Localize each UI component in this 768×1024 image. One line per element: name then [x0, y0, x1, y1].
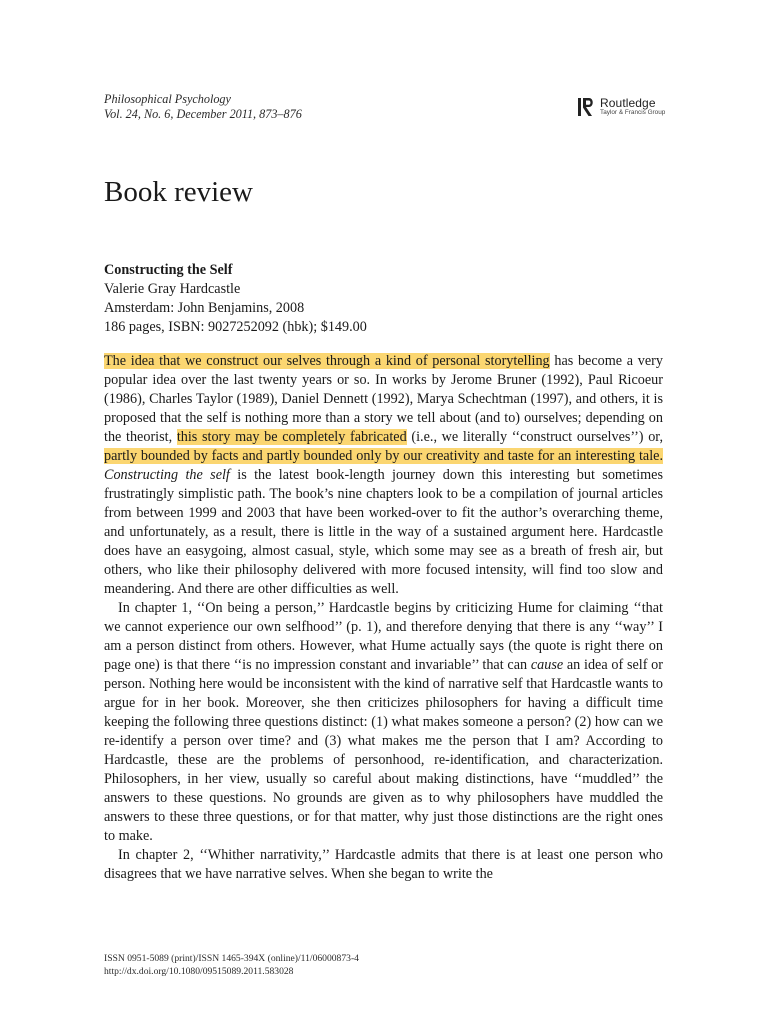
highlighted-text: partly bounded by facts and partly bounded only by our creativity and taste for an interesting tale.: [104, 448, 663, 464]
page-title: Book review: [104, 176, 253, 208]
review-body: [104, 352, 663, 884]
book-details: 186 pages, ISBN: 9027252092 (hbk); $149.00: [104, 319, 367, 335]
text-run: (i.e., we literally ‘‘construct ourselves’’) or,: [406, 429, 664, 445]
publisher-subtitle: Taylor & Francis Group: [600, 109, 666, 117]
journal-volume: Vol. 24, No. 6, December 2011, 873–876: [104, 107, 302, 121]
italic-text: cause: [530, 657, 564, 673]
routledge-r-icon: [578, 96, 596, 118]
italic-text: Constructing the self: [104, 467, 230, 483]
journal-name: Philosophical Psychology: [104, 92, 231, 106]
journal-citation: [104, 92, 302, 122]
body-paragraph: [104, 846, 663, 884]
publisher-logo: [578, 96, 665, 118]
highlighted-text: The idea that we construct our selves through a kind of personal storytelling: [104, 353, 550, 369]
book-info: [104, 261, 367, 337]
footer: [104, 953, 359, 978]
text-run: In chapter 2, ‘‘Whither narrativity,’’ Hardcastle admits that there is at least one person who disagrees that we have narrative selves. When she began to write the: [104, 847, 663, 882]
body-paragraph: [104, 352, 663, 599]
text-run: an idea of self or person. Nothing here would be inconsistent with the kind of narrative self that Hardcastle wants to argue for in her book. Moreover, she then criticizes philosophers for having a difficult time keeping the following three questions distinct: (1) what makes someone a person? (2) how can we re-identify a person over time? and (3) what makes me the person that I am? According to Hardcastle, these are the problems of personhood, re-identification, and characterization. Philosophers, in her view, usually so careful about making distinctions, have ‘‘muddled’’ the answers to these questions. No grounds are given as to why philosophers have muddled the answers to these three questions, or for that matter, why just those distinctions are the right ones to make.: [104, 657, 663, 844]
footer-doi: http://dx.doi.org/10.1080/09515089.2011.583028: [104, 965, 294, 977]
publisher-name: Routledge: [600, 96, 656, 111]
footer-issn: ISSN 0951-5089 (print)/ISSN 1465-394X (online)/11/06000873-4: [104, 953, 359, 964]
text-run: In chapter 1, ‘‘On being a person,’’ Hardcastle begins by criticizing Hume for claiming ‘‘that we cannot experience our own selfhood’’ (p. 1), and therefore denying that there is any ‘‘way’’ I am a person distinct from others. However, what Hume actually says (the quote is right there on page one) is that there ‘‘is no impression constant and invariable’’ that can: [104, 600, 663, 673]
book-title: Constructing the Self: [104, 262, 233, 278]
book-author: Valerie Gray Hardcastle: [104, 281, 241, 297]
book-publisher: Amsterdam: John Benjamins, 2008: [104, 300, 305, 316]
body-paragraph: [104, 599, 663, 846]
text-run: is the latest book-length journey down this interesting but sometimes frustratingly simplistic path. The book’s nine chapters look to be a compilation of journal articles from between 1999 and 2003 that have been worked-over to fit the author’s overarching theme, and unfortunately, as a result, there is little in the way of a sustained argument here. Hardcastle does have an easygoing, almost casual, style, which some may see as a breath of fresh air, but others, who like their philosophy delivered with more focused intensity, will find too slow and meandering. And there are other difficulties as well.: [104, 467, 663, 597]
highlighted-text: this story may be completely fabricated: [176, 429, 407, 445]
text-run: has become a very popular idea over the last twenty years or so. In works by Jerome Bruner (1992), Paul Ricoeur (1986), Charles Taylor (1989), Daniel Dennett (1992), Marya Schechtman (1997), and others, it is proposed that the self is nothing more than a story we tell about (and to) ourselves; depending on the theorist,: [104, 353, 663, 445]
